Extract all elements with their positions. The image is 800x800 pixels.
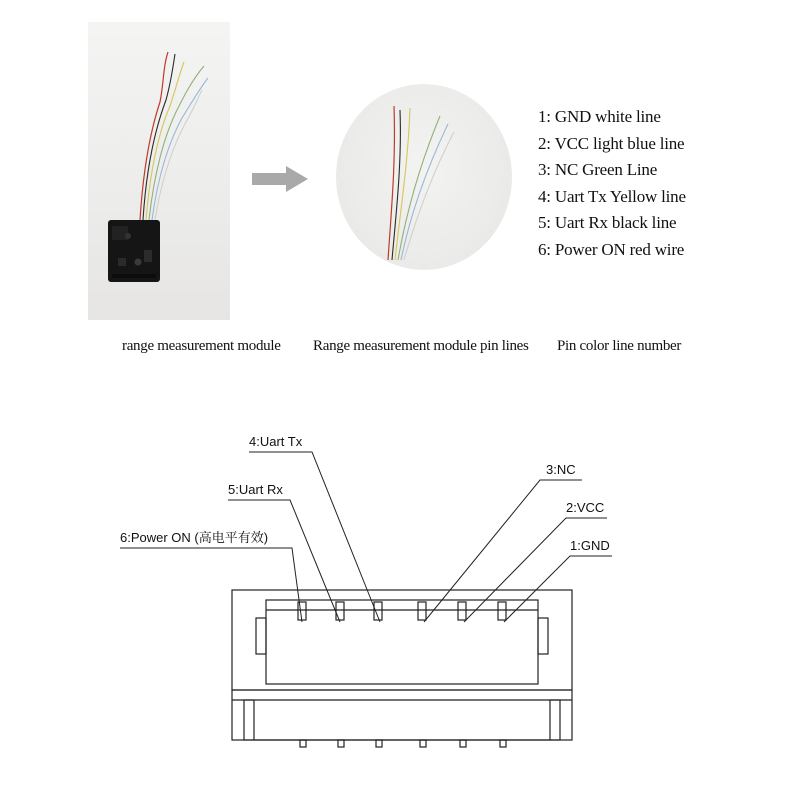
pin-slot-1 <box>498 602 506 620</box>
label-pin4: 4:Uart Tx <box>249 434 303 449</box>
legend-item-gnd: 1: GND white line <box>538 107 661 126</box>
legend-item-vcc: 2: VCC light blue line <box>538 133 685 153</box>
leader-pin1 <box>504 556 612 622</box>
pin-leg-3 <box>420 740 426 747</box>
label-pin5: 5:Uart Rx <box>228 482 283 497</box>
pin-color-legend <box>538 104 798 264</box>
pin-slot-3 <box>418 602 426 620</box>
pin-slot-2 <box>458 602 466 620</box>
label-pin1: 1:GND <box>570 538 610 553</box>
label-pin2: 2:VCC <box>566 500 605 515</box>
pin-slots <box>298 602 506 747</box>
pin-leg-2 <box>460 740 466 747</box>
legend-item-power-on: 6: Power ON red wire <box>538 239 685 259</box>
legend-item-nc: 3: NC Green Line <box>538 160 658 180</box>
module-photo-drawing <box>88 22 230 320</box>
right-arrow-icon <box>252 166 308 192</box>
connector-diagram <box>0 400 800 800</box>
pin-leg-6 <box>300 740 306 747</box>
pin-lines-drawing <box>336 84 512 270</box>
leader-pin5 <box>228 500 340 622</box>
legend-item-uart-rx: 5: Uart Rx black line <box>538 213 677 233</box>
pin-leg-1 <box>500 740 506 747</box>
leader-pin3 <box>424 480 582 622</box>
leader-pin6 <box>120 548 302 622</box>
leader-pin2 <box>464 518 607 622</box>
label-pin6: 6:Power ON (高电平有效) <box>120 530 269 545</box>
pin-slot-5 <box>336 602 344 620</box>
pin-leg-5 <box>338 740 344 747</box>
caption-module: range measurement module <box>122 338 281 354</box>
caption-pin-color: Pin color line number <box>557 338 682 354</box>
pin-lines-closeup <box>336 84 512 270</box>
label-pin3: 3:NC <box>546 462 576 477</box>
caption-pin-lines: Range measurement module pin lines <box>313 338 529 354</box>
leader-pin4 <box>249 452 380 622</box>
module-photo <box>88 22 230 320</box>
pin-leg-4 <box>376 740 382 747</box>
legend-item-uart-tx: 4: Uart Tx Yellow line <box>538 186 686 206</box>
